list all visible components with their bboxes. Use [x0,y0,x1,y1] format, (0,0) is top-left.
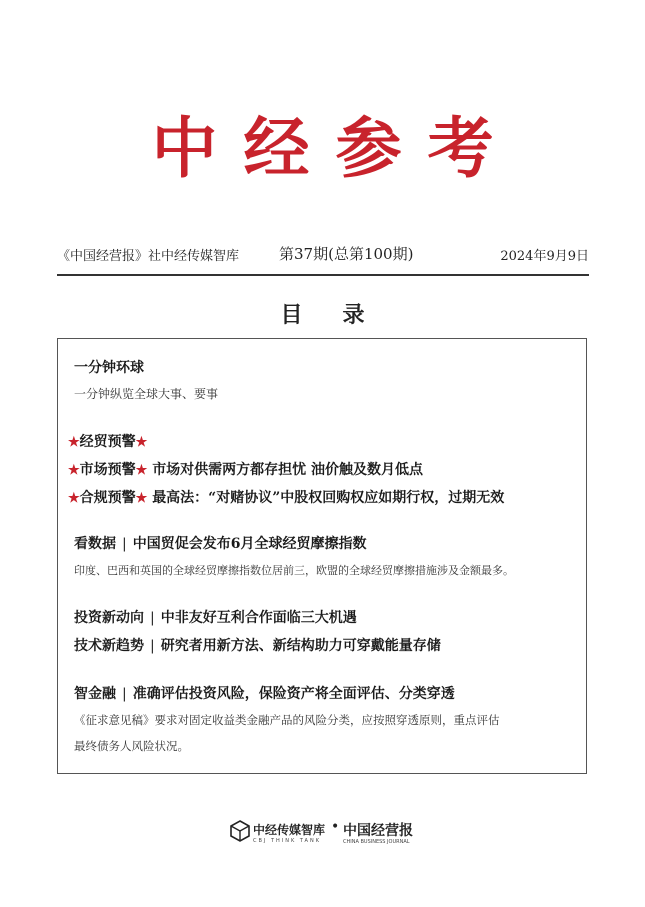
footer-paper: 中国经营报 [343,823,413,839]
issue-number: 第37期(总第100期) [279,245,414,263]
toc-data-title: 中国贸促会发布6月全球经贸摩擦指数 [132,536,367,552]
toc-box [57,338,587,774]
star-icon: ★ [135,491,148,506]
toc-one-minute-title: 一分钟环球 [74,360,144,376]
toc-separator: | [122,536,127,552]
toc-tech-title: 研究者用新方法、新结构助力可穿戴能量存储 [160,638,441,654]
star-icon: ★ [68,435,80,450]
toc-finance-desc-line1: 《征求意见稿》要求对固定收益类金融产品的风险分类，应按照穿透原则，重点评估 [74,713,500,727]
footer [0,818,645,848]
toc-finance-desc-line2: 最终债务人风险状况。 [74,739,189,753]
toc-item-trade-alert[interactable] [68,431,147,451]
toc-market-alert-text: 市场对供需两方都存担忧 油价触及数月低点 [152,462,424,478]
toc-compliance-alert-text: 最高法：“对赌协议”中股权回购权应如期行权，过期无效 [152,490,505,506]
toc-finance-title: 准确评估投资风险，保险资产将全面评估、分类穿透 [132,686,455,702]
toc-item-investment[interactable] [74,607,357,627]
toc-data-desc: 印度、巴西和英国的全球经贸摩擦指数位居前三，欧盟的全球经贸摩擦措施涉及金额最多。 [74,564,514,577]
toc-item-data[interactable] [74,533,366,553]
masthead-title: 中经参考 [151,109,520,187]
toc-trade-alert-title: 经贸预警 [79,434,136,450]
header-rule [57,274,589,276]
footer-dot: • [331,819,340,835]
toc-investment-title: 中非友好互利合作面临三大机遇 [160,610,357,626]
toc-data-label: 看数据 [74,536,116,552]
toc-item-compliance-alert[interactable] [68,487,504,507]
publisher-name: 《中国经营报》社中经传媒智库 [57,249,240,264]
star-icon: ★ [135,463,148,478]
toc-item-one-minute[interactable] [74,357,144,377]
star-icon: ★ [68,463,80,478]
toc-title: 目录 [280,302,405,328]
issue-date: 2024年9月9日 [500,249,589,264]
toc-separator: | [150,610,155,626]
star-icon: ★ [135,435,148,450]
toc-item-market-alert[interactable] [68,459,423,479]
toc-tech-label: 技术新趋势 [74,638,144,654]
footer-paper-en: CHINA BUSINESS JOURNAL [343,839,410,845]
star-icon: ★ [68,491,80,506]
toc-separator: | [122,686,127,702]
issue-bar [57,240,589,268]
footer-brand-en: CBJ THINK TANK [253,838,321,844]
cube-logo-icon [230,820,250,842]
toc-investment-label: 投资新动向 [74,610,144,626]
toc-finance-label: 智金融 [74,686,116,702]
toc-compliance-alert-label: 合规预警 [79,490,136,506]
toc-item-tech[interactable] [74,635,441,655]
toc-item-finance[interactable] [74,683,455,703]
toc-separator: | [150,638,155,654]
toc-one-minute-desc: 一分钟纵览全球大事、要事 [74,387,219,401]
toc-market-alert-label: 市场预警 [79,462,136,478]
footer-brand: 中经传媒智库 [253,823,326,837]
